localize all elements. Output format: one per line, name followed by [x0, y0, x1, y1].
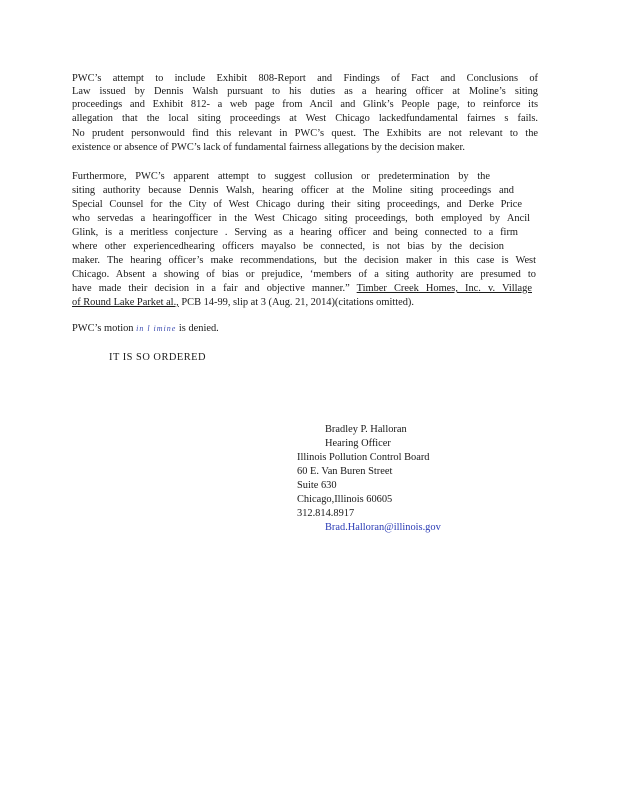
paragraph-1-line: allegation that the local siting proceedings at West Chicago lackedfundamental fairnes s fails.: [72, 113, 538, 124]
address-suite: Suite 630: [297, 480, 337, 491]
paragraph-1-line: Law issued by Dennis Walsh pursuant to his duties as a hearing officer at Moline’s siting: [72, 86, 538, 97]
signer-board: Illinois Pollution Control Board: [297, 452, 430, 463]
citation-reference: PCB 14-99, slip at 3 (Aug. 21, 2014)(citations omitted).: [178, 297, 414, 308]
paragraph-2-line: who servedas a hearingofficer in the West Chicago siting proceedings, both employed by Ancil: [72, 213, 530, 224]
paragraph-1-line: existence or absence of PWC’s lack of fundamental fairness allegations by the decision maker.: [72, 142, 465, 153]
signer-name: Bradley P. Halloran: [325, 424, 407, 435]
paragraph-2-line-with-citation: [72, 283, 532, 295]
motion-in-limine: in l imine: [136, 324, 177, 333]
paragraph-2-line: Glink, is a meritless conjecture . Serving as a hearing officer and being connected to a firm: [72, 227, 518, 238]
address-city: Chicago,Illinois 60605: [297, 494, 393, 505]
paragraph-2-line: maker. The hearing officer’s make recommendations, but the decision maker in this case is West: [72, 255, 536, 266]
paragraph-1-line: PWC’s attempt to include Exhibit 808-Report and Findings of Fact and Conclusions of: [72, 73, 538, 84]
paragraph-2-line: where other experiencedhearing officers mayalso be connected, is not bias by the decision: [72, 241, 504, 252]
motion-prefix: PWC’s motion: [72, 323, 137, 334]
motion-ruling: [72, 323, 219, 335]
paragraph-2-line: Special Counsel for the City of West Chicago during their siting proceedings, and Derke Price: [72, 199, 522, 210]
paragraph-2-line-with-citation: [72, 297, 492, 309]
phone-number: 312.814.8917: [297, 508, 355, 519]
paragraph-1-line: proceedings and Exhibit 812- a web page from Ancil and Glink’s People page, to reinforce its: [72, 99, 538, 110]
email-link[interactable]: Brad.Halloran@illinois.gov: [325, 522, 441, 533]
paragraph-2-line: Furthermore, PWC’s apparent attempt to suggest collusion or predetermination by the: [72, 171, 490, 182]
paragraph-2-line: siting authority because Dennis Walsh, hearing officer at the Moline siting proceedings and: [72, 185, 514, 196]
case-citation: of Round Lake Parket al.,: [72, 297, 179, 308]
quote-end-text: have made their decision in a fair and objective manner.”: [72, 283, 350, 294]
motion-suffix: is denied.: [176, 323, 219, 334]
paragraph-1-line: No prudent personwould find this relevant in PWC’s quest. The Exhibits are not relevant to the: [72, 128, 538, 139]
paragraph-2-line: Chicago. Absent a showing of bias or prejudice, ‘members of a siting authority are presumed to: [72, 269, 536, 280]
signer-title: Hearing Officer: [325, 438, 391, 449]
order-statement: IT IS SO ORDERED: [109, 352, 207, 363]
address-street: 60 E. Van Buren Street: [297, 466, 393, 477]
case-citation: Timber Creek Homes, Inc. v. Village: [356, 283, 532, 294]
